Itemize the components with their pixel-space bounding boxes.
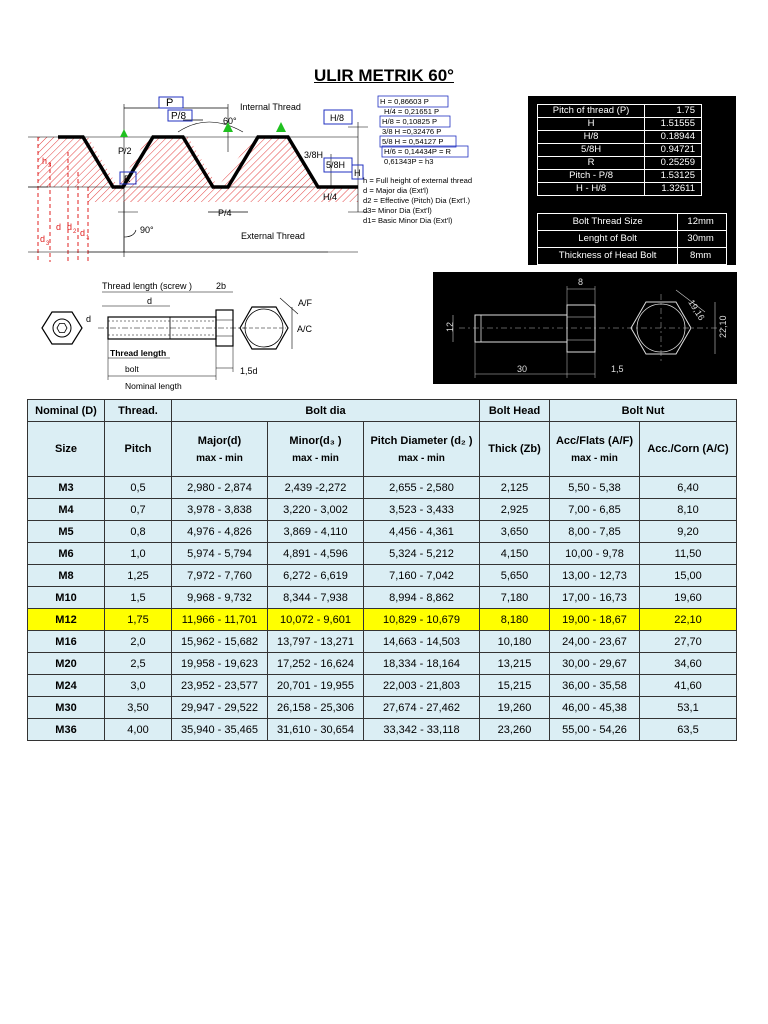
svg-text:12: 12 (445, 321, 455, 332)
svg-text:P/2: P/2 (118, 146, 132, 156)
table-cell: 3,978 - 3,838 (172, 499, 268, 521)
table-cell: 9,20 (640, 521, 737, 543)
table-cell: 7,160 - 7,042 (364, 565, 480, 587)
svg-text:P/4: P/4 (218, 208, 232, 218)
table-cell: 23,260 (480, 719, 550, 741)
svg-text:8: 8 (578, 277, 584, 287)
svg-text:1,5: 1,5 (611, 364, 624, 374)
table-cell: 55,00 - 54,26 (550, 719, 640, 741)
table-row (28, 477, 737, 499)
table-row (28, 543, 737, 565)
svg-text:H/8 = 0,10825 P: H/8 = 0,10825 P (382, 117, 438, 126)
table-cell: 6,272 - 6,619 (268, 565, 364, 587)
table-cell: 8,344 - 7,938 (268, 587, 364, 609)
cell-size: M3 (28, 477, 105, 499)
svg-text:R: R (124, 174, 131, 184)
table-cell: 11,50 (640, 543, 737, 565)
table-cell: 18,334 - 18,164 (364, 653, 480, 675)
svg-text:H: H (354, 168, 361, 178)
table-cell: 6,40 (640, 477, 737, 499)
table-row (28, 653, 737, 675)
table-row (28, 521, 737, 543)
svg-text:30: 30 (517, 364, 528, 374)
table-cell: 17,252 - 16,624 (268, 653, 364, 675)
table-cell: 3,50 (105, 697, 172, 719)
table-cell: 3,523 - 3,433 (364, 499, 480, 521)
pitch-info-panel (528, 96, 736, 265)
table-cell: 23,952 - 23,577 (172, 675, 268, 697)
svg-text:3: 3 (46, 241, 50, 247)
table-cell: 26,158 - 25,306 (268, 697, 364, 719)
table-cell: 10,00 - 9,78 (550, 543, 640, 565)
cell-size: M12 (28, 609, 105, 631)
cell-size: M10 (28, 587, 105, 609)
table-cell: 4,456 - 4,361 (364, 521, 480, 543)
cell-size: M5 (28, 521, 105, 543)
pitch-table: Pitch of thread (P) 1.75 H 1.51555 H/8 0.18944 5/8H 0.94721 R 0.25259 Pitch - P/8 1.53125 H - H/8 1.32611 (537, 104, 702, 196)
header-thread: Thread. (105, 400, 172, 422)
table-cell: 10,829 - 10,679 (364, 609, 480, 631)
svg-text:A/C: A/C (297, 324, 313, 334)
table-cell: 13,797 - 13,271 (268, 631, 364, 653)
table-row (28, 587, 737, 609)
table-cell: 2,925 (480, 499, 550, 521)
page-title: ULIR METRIK 60° (314, 66, 454, 85)
table-cell: 20,701 - 19,955 (268, 675, 364, 697)
table-cell: 7,00 - 6,85 (550, 499, 640, 521)
cell-size: M6 (28, 543, 105, 565)
header-acc-corn: Acc./Corn (A/C) (640, 422, 737, 477)
table-row (28, 565, 737, 587)
svg-text:H/6 = 0,14434P = R: H/6 = 0,14434P = R (384, 147, 451, 156)
label-external-thread: External Thread (241, 231, 305, 241)
svg-text:h: h (42, 156, 48, 166)
table-row (28, 631, 737, 653)
table-cell: 29,947 - 29,522 (172, 697, 268, 719)
table-cell: 35,940 - 35,465 (172, 719, 268, 741)
table-cell: 0,8 (105, 521, 172, 543)
label-p: P (166, 97, 174, 109)
svg-text:d: d (80, 228, 86, 238)
svg-text:d: d (67, 222, 73, 232)
svg-text:H/4 = 0,21651 P: H/4 = 0,21651 P (384, 107, 440, 116)
svg-text:Thread length (screw ): Thread length (screw ) (102, 281, 193, 291)
svg-text:d: d (86, 314, 92, 324)
svg-text:2: 2 (73, 229, 77, 235)
table-cell: 22,10 (640, 609, 737, 631)
header-acc-flats: Acc/Flats (A/F) max - min (550, 422, 640, 477)
svg-text:90°: 90° (140, 225, 154, 235)
table-cell: 8,994 - 8,862 (364, 587, 480, 609)
table-cell: 10,180 (480, 631, 550, 653)
table-cell: 19,958 - 19,623 (172, 653, 268, 675)
table-cell: 3,0 (105, 675, 172, 697)
svg-text:0,61343P = h3: 0,61343P = h3 (384, 157, 434, 166)
table-cell: 8,10 (640, 499, 737, 521)
cell-size: M16 (28, 631, 105, 653)
svg-text:1: 1 (86, 235, 90, 241)
svg-text:d1= Basic Minor Dia (Ext'l): d1= Basic Minor Dia (Ext'l) (363, 216, 453, 225)
svg-text:3: 3 (48, 163, 52, 169)
table-cell: 53,1 (640, 697, 737, 719)
table-cell: 3,869 - 4,110 (268, 521, 364, 543)
table-cell: 7,972 - 7,760 (172, 565, 268, 587)
svg-text:22,10: 22,10 (718, 315, 728, 338)
table-cell: 41,60 (640, 675, 737, 697)
table-cell: 34,60 (640, 653, 737, 675)
table-cell: 31,610 - 30,654 (268, 719, 364, 741)
cell-size: M24 (28, 675, 105, 697)
svg-text:d = Major dia (Ext'l): d = Major dia (Ext'l) (363, 186, 429, 195)
table-cell: 2,0 (105, 631, 172, 653)
table-cell: 2,655 - 2,580 (364, 477, 480, 499)
table-cell: 3,650 (480, 521, 550, 543)
header-bolt-dia: Bolt dia (172, 400, 480, 422)
table-cell: 2,439 -2,272 (268, 477, 364, 499)
table-cell: 14,663 - 14,503 (364, 631, 480, 653)
table-cell: 5,974 - 5,794 (172, 543, 268, 565)
bolt-diagram (30, 276, 370, 396)
header-size: Size (28, 422, 105, 477)
svg-text:60°: 60° (223, 116, 237, 126)
header-minor: Minor(d₃ ) max - min (268, 422, 364, 477)
svg-text:2b: 2b (216, 281, 227, 291)
label-internal-thread: Internal Thread (240, 102, 301, 112)
table-cell: 19,60 (640, 587, 737, 609)
svg-text:H/4: H/4 (323, 192, 338, 202)
cad-bolt-drawing (433, 272, 737, 384)
table-cell: 17,00 - 16,73 (550, 587, 640, 609)
svg-text:A/F: A/F (298, 298, 313, 308)
header-bolt-nut: Bolt Nut (550, 400, 737, 422)
svg-text:3/8H: 3/8H (304, 150, 324, 160)
cell-size: M30 (28, 697, 105, 719)
table-cell: 27,674 - 27,462 (364, 697, 480, 719)
header-thick: Thick (Zb) (480, 422, 550, 477)
bolt-spec-table: Bolt Thread Size 12mm Lenght of Bolt 30mm Thickness of Head Bolt 8mm (537, 213, 727, 265)
table-cell: 5,50 - 5,38 (550, 477, 640, 499)
table-cell: 19,00 - 18,67 (550, 609, 640, 631)
table-cell: 2,125 (480, 477, 550, 499)
table-cell: 19,260 (480, 697, 550, 719)
svg-text:d: d (56, 222, 62, 232)
table-cell: 4,00 (105, 719, 172, 741)
header-bolt-head: Bolt Head (480, 400, 550, 422)
table-cell: 27,70 (640, 631, 737, 653)
table-cell: 0,7 (105, 499, 172, 521)
svg-text:19,16: 19,16 (686, 297, 707, 323)
cell-size: M36 (28, 719, 105, 741)
table-cell: 5,650 (480, 565, 550, 587)
table-cell: 9,968 - 9,732 (172, 587, 268, 609)
table-cell: 15,962 - 15,682 (172, 631, 268, 653)
table-row (28, 675, 737, 697)
svg-text:bolt: bolt (125, 364, 139, 374)
thread-profile-diagram (28, 92, 518, 262)
table-cell: 36,00 - 35,58 (550, 675, 640, 697)
table-cell: 63,5 (640, 719, 737, 741)
header-pitch-diameter: Pitch Diameter (d₂ ) max - min (364, 422, 480, 477)
table-cell: 0,5 (105, 477, 172, 499)
table-cell: 15,00 (640, 565, 737, 587)
table-row (28, 697, 737, 719)
table-cell: 4,150 (480, 543, 550, 565)
header-major: Major(d) max - min (172, 422, 268, 477)
svg-text:5/8H: 5/8H (326, 160, 346, 170)
table-cell: 13,215 (480, 653, 550, 675)
table-cell: 4,891 - 4,596 (268, 543, 364, 565)
svg-text:d2 = Effective (Pitch) Dia (Ex: d2 = Effective (Pitch) Dia (Ext'l.) (363, 196, 471, 205)
table-cell: 33,342 - 33,118 (364, 719, 480, 741)
svg-text:H = 0,86603 P: H = 0,86603 P (380, 97, 429, 106)
table-row (28, 719, 737, 741)
table-cell: 1,25 (105, 565, 172, 587)
svg-text:5/8 H = 0,54127 P: 5/8 H = 0,54127 P (382, 137, 444, 146)
svg-text:H/8: H/8 (330, 113, 345, 123)
table-cell: 7,180 (480, 587, 550, 609)
table-cell: 3,220 - 3,002 (268, 499, 364, 521)
table-cell: 2,5 (105, 653, 172, 675)
table-cell: 15,215 (480, 675, 550, 697)
cell-size: M4 (28, 499, 105, 521)
table-cell: 1,5 (105, 587, 172, 609)
svg-text:1,5d: 1,5d (240, 366, 258, 376)
svg-text:Thread length: Thread length (110, 348, 167, 358)
svg-text:P/8: P/8 (171, 111, 187, 122)
table-cell: 5,324 - 5,212 (364, 543, 480, 565)
table-cell: 8,180 (480, 609, 550, 631)
svg-text:Nominal length: Nominal length (125, 381, 182, 391)
table-cell: 22,003 - 21,803 (364, 675, 480, 697)
table-cell: 1,75 (105, 609, 172, 631)
table-cell: 46,00 - 45,38 (550, 697, 640, 719)
svg-text:h = Full height of external th: h = Full height of external thread (363, 176, 473, 185)
svg-text:d3= Minor Dia (Ext'l): d3= Minor Dia (Ext'l) (363, 206, 432, 215)
metric-thread-table (27, 399, 737, 741)
header-nominal: Nominal (D) (28, 400, 105, 422)
table-cell: 8,00 - 7,85 (550, 521, 640, 543)
header-pitch: Pitch (105, 422, 172, 477)
table-cell: 1,0 (105, 543, 172, 565)
cell-size: M8 (28, 565, 105, 587)
table-row (28, 499, 737, 521)
table-cell: 24,00 - 23,67 (550, 631, 640, 653)
svg-text:d: d (40, 234, 46, 244)
cell-size: M20 (28, 653, 105, 675)
table-cell: 13,00 - 12,73 (550, 565, 640, 587)
table-cell: 2,980 - 2,874 (172, 477, 268, 499)
table-cell: 30,00 - 29,67 (550, 653, 640, 675)
svg-text:d: d (147, 296, 153, 306)
table-cell: 11,966 - 11,701 (172, 609, 268, 631)
svg-text:3/8 H =0,32476 P: 3/8 H =0,32476 P (382, 127, 442, 136)
table-cell: 10,072 - 9,601 (268, 609, 364, 631)
table-cell: 4,976 - 4,826 (172, 521, 268, 543)
table-row (28, 609, 737, 631)
